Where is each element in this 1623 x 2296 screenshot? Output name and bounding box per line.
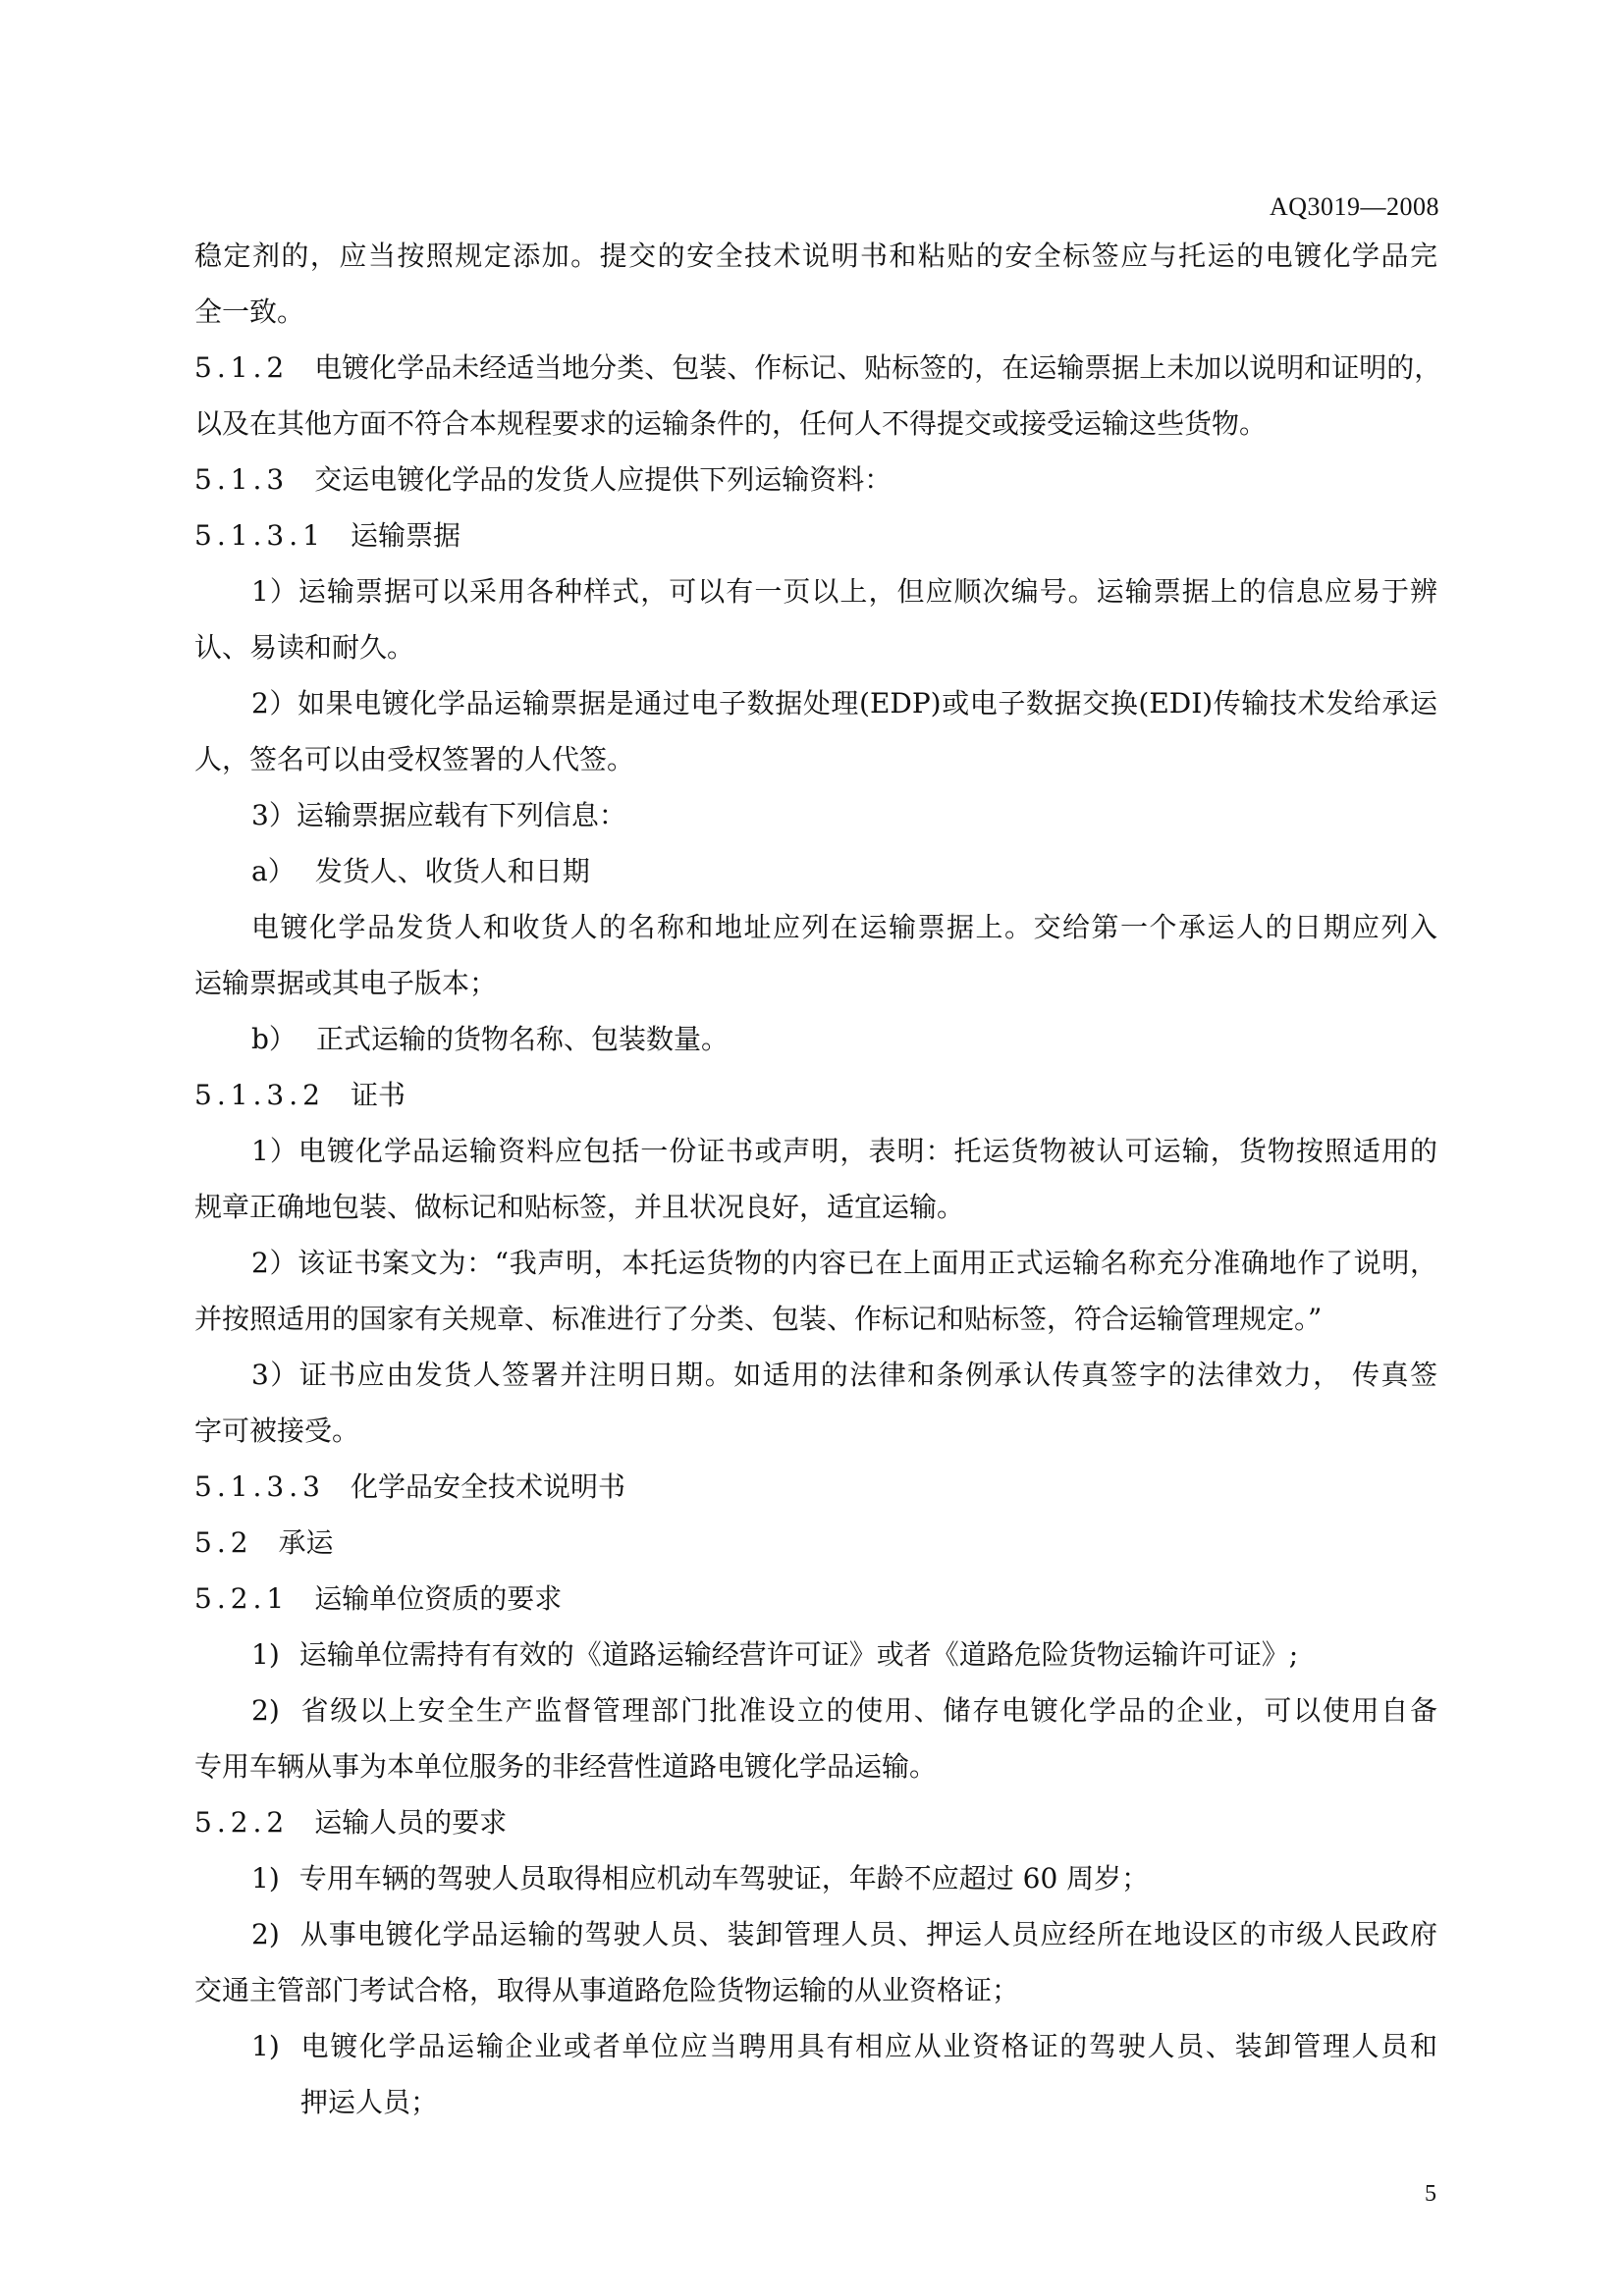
list-item: 2）该证书案文为：“我声明，本托运货物的内容已在上面用正式运输名称充分准确地作了说明， <box>251 1247 1437 1279</box>
clause-5-1-3: 5.1.3 交运电镀化学品的发货人应提供下列运输资料： <box>194 452 1437 507</box>
sub-item-b: b） 正式运输的货物名称、包装数量。 <box>194 1011 1437 1067</box>
clause-number: 5.1.3 <box>194 463 290 496</box>
body-line: 认、易读和耐久。 <box>194 631 415 664</box>
clause-number: 5.1.3.3 <box>194 1470 325 1503</box>
item-label: 1) <box>251 1638 280 1671</box>
item-label: 2) <box>251 1694 280 1727</box>
clause-5-1-3-1: 5.1.3.1 运输票据 <box>194 507 1437 563</box>
clause-5-1-3-3: 5.1.3.3 化学品安全技术说明书 <box>194 1459 1437 1515</box>
clause-number: 5.1.3.2 <box>194 1079 325 1111</box>
list-item: 1) 专用车辆的驾驶人员取得相应机动车驾驶证，年龄不应超过 60 周岁； <box>194 1850 1437 1906</box>
item-label: a） <box>251 855 296 887</box>
list-item: 2) 省级以上安全生产监督管理部门批准设立的使用、储存电镀化学品的企业，可以使用自备 <box>194 1682 1437 1738</box>
item-label: b） <box>251 1023 297 1055</box>
clause-5-2-2: 5.2.2 运输人员的要求 <box>194 1794 1437 1850</box>
clause-5-2-1: 5.2.1 运输单位资质的要求 <box>194 1571 1437 1627</box>
clause-number: 5.2 <box>194 1526 253 1559</box>
list-item: 1）运输票据可以采用各种样式，可以有一页以上，但应顺次编号。运输票据上的信息应易于辨 <box>251 575 1437 608</box>
list-item: 1) 运输单位需持有有效的《道路运输经营许可证》或者《道路危险货物运输许可证》; <box>194 1627 1437 1682</box>
list-item: 1) 电镀化学品运输企业或者单位应当聘用具有相应从业资格证的驾驶人员、装卸管理人员和 <box>194 2018 1437 2074</box>
body-line: 字可被接受。 <box>194 1415 360 1447</box>
clause-5-1-2: 5.1.2 电镀化学品未经适当地分类、包装、作标记、贴标签的，在运输票据上未加以说明和证明的， <box>194 340 1437 396</box>
clause-number: 5.1.2 <box>194 351 290 384</box>
body-line: 押运人员； <box>300 2086 439 2118</box>
list-item: 2）如果电镀化学品运输票据是通过电子数据处理(EDP)或电子数据交换(EDI)传输技术发给承运 <box>251 687 1437 720</box>
list-item: 2) 从事电镀化学品运输的驾驶人员、装卸管理人员、押运人员应经所在地设区的市级人民政府 <box>194 1906 1437 1962</box>
item-label: 1) <box>251 2030 280 2062</box>
body-line: 稳定剂的，应当按照规定添加。提交的安全技术说明书和粘贴的安全标签应与托运的电镀化学品完 <box>194 240 1437 272</box>
body-line: 电镀化学品发货人和收货人的名称和地址应列在运输票据上。交给第一个承运人的日期应列入 <box>251 911 1437 943</box>
sub-item-a: a） 发货人、收货人和日期 <box>194 843 1437 899</box>
list-item: 3）证书应由发货人签署并注明日期。如适用的法律和条例承认传真签字的法律效力， 传真签 <box>251 1359 1437 1391</box>
body-line: 并按照适用的国家有关规章、标准进行了分类、包装、作标记和贴标签，符合运输管理规定。” <box>194 1303 1323 1335</box>
item-label: 2) <box>251 1918 280 1950</box>
body-line: 以及在其他方面不符合本规程要求的运输条件的，任何人不得提交或接受运输这些货物。 <box>194 407 1268 440</box>
clause-5-1-3-2: 5.1.3.2 证书 <box>194 1067 1437 1123</box>
clause-5-2: 5.2 承运 <box>194 1515 1437 1571</box>
body-line: 全一致。 <box>194 295 305 328</box>
body-line: 人，签名可以由受权签署的人代签。 <box>194 743 635 775</box>
body-line: 专用车辆从事为本单位服务的非经营性道路电镀化学品运输。 <box>194 1750 938 1783</box>
page-number: 5 <box>1425 2181 1436 2207</box>
body-line: 运输票据或其电子版本； <box>194 967 498 999</box>
clause-number: 5.2.2 <box>194 1806 290 1839</box>
list-item: 3）运输票据应载有下列信息： <box>251 799 626 831</box>
item-label: 1) <box>251 1862 280 1895</box>
document-code: AQ3019—2008 <box>1269 192 1439 221</box>
page-body <box>194 228 1442 2130</box>
list-item: 1）电镀化学品运输资料应包括一份证书或声明，表明：托运货物被认可运输，货物按照适用的 <box>251 1135 1437 1167</box>
body-line: 规章正确地包装、做标记和贴标签，并且状况良好，适宜运输。 <box>194 1191 965 1223</box>
clause-number: 5.2.1 <box>194 1582 290 1615</box>
body-line: 交通主管部门考试合格，取得从事道路危险货物运输的从业资格证； <box>194 1974 1020 2006</box>
clause-number: 5.1.3.1 <box>194 519 325 552</box>
